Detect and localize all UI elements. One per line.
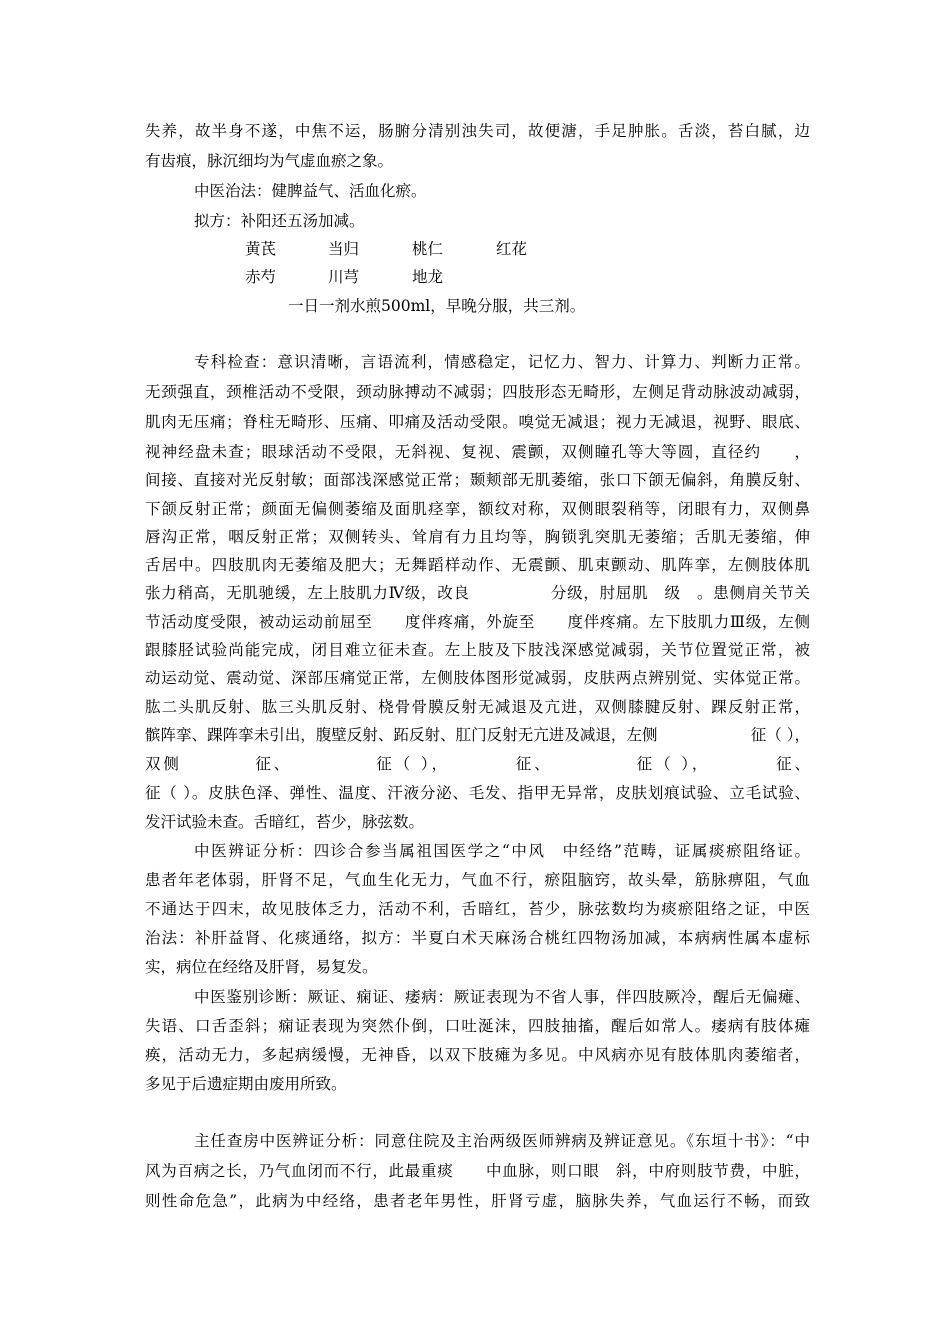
text-line: 治法：补肝益肾、化痰通络，拟方：半夏白术天麻汤合桃红四物汤加减，本病病性属本虚标 bbox=[145, 929, 810, 947]
text-line: 失语、口舌歪斜；痫证表现为突然仆倒，口吐涎沫，四肢抽搐，醒后如常人。痿病有肢体瘫 bbox=[145, 1017, 810, 1035]
text-line: 舌居中。四肢肌肉无萎缩及肥大；无舞蹈样动作、无震颤、肌束颤动、肌阵挛，左侧肢体肌 bbox=[145, 556, 810, 574]
text-line: 有齿痕，脉沉细均为气虚血瘀之象。 bbox=[145, 152, 394, 170]
text-line: 跟膝胫试验尚能完成，闭目难立征未查。左上肢及下肢浅深感觉减弱，关节位置觉正常，被 bbox=[145, 641, 810, 659]
text-line: 拟方：补阳还五汤加减。 bbox=[194, 212, 365, 230]
text-line: 征（ ）。皮肤色泽、弹性、温度、汗液分泌、毛发、指甲无异常，皮肤划痕试验、立毛试验、 bbox=[145, 784, 810, 802]
text-line: 无颈强直，颈椎活动不受限，颈动脉搏动不减弱；四肢形态无畸形，左侧足背动脉波动减弱， bbox=[145, 383, 810, 401]
text-line: 则性命危急”，此病为中经络，患者老年男性，肝肾亏虚，脑脉失养，气血运行不畅，而致 bbox=[145, 1192, 810, 1210]
text-line: 痪，活动无力，多起病缓慢，无神昏，以双下肢瘫为多见。中风病亦见有肢体肌肉萎缩者， bbox=[145, 1046, 810, 1064]
text-line: 张力稍高，无肌驰缓，左上肢肌力Ⅳ级，改良 分级，肘屈肌 级 。患侧肩关节关 bbox=[145, 584, 810, 602]
text-line: 多见于后遗症期由废用所致。 bbox=[145, 1075, 347, 1093]
herb-name: 地龙 bbox=[412, 268, 444, 286]
text-line: 节活动度受限，被动运动前屈至 度伴疼痛，外旋至 度伴疼痛。左下肢肌力Ⅲ级，左侧 bbox=[145, 613, 810, 631]
text-line: 髌阵挛、踝阵挛未引出，腹壁反射、跖反射、肛门反射无亢进及减退，左侧 征（ ）， bbox=[145, 726, 810, 744]
herb-name: 赤芍 bbox=[245, 268, 277, 286]
text-line: 中医辨证分析：四诊合参当属祖国医学之“中风 中经络”范畴，证属痰瘀阻络证。 bbox=[194, 842, 810, 860]
text-line: 视神经盘未查；眼球活动不受限，无斜视、复视、震颤，双侧瞳孔等大等圆，直径约 ， bbox=[145, 443, 810, 461]
text-line: 失养，故半身不遂，中焦不运，肠腑分清别浊失司，故便溏，手足肿胀。舌淡，苔白腻，边 bbox=[145, 122, 810, 140]
text-line: 患者年老体弱，肝肾不足，气血生化无力，气血不行，瘀阻脑窍，故头晕，筋脉痹阻，气血 bbox=[145, 871, 810, 889]
herb-name: 黄芪 bbox=[245, 240, 277, 258]
text-line: 肌肉无压痛；脊柱无畸形、压痛、叩痛及活动受限。嗅觉无减退；视力无减退，视野、眼底、 bbox=[145, 413, 810, 431]
text-line: 不通达于四末，故见肢体乏力，活动不利，舌暗红，苔少，脉弦数均为痰瘀阻络之证，中医 bbox=[145, 900, 810, 918]
herb-name: 红花 bbox=[496, 240, 528, 258]
text-line: 中医鉴别诊断：厥证、痫证、痿病：厥证表现为不省人事，伴四肢厥冷，醒后无偏瘫、 bbox=[194, 988, 810, 1006]
text-line: 发汗试验未查。舌暗红，苔少，脉弦数。 bbox=[145, 813, 425, 831]
text-line: 实，病位在经络及肝肾，易复发。 bbox=[145, 958, 378, 976]
text-line: 专科检查：意识清晰，言语流利，情感稳定，记忆力、智力、计算力、判断力正常。 bbox=[194, 353, 810, 371]
text-line: 风为百病之长，乃气血闭而不行，此最重痰 中血脉，则口眼 斜，中府则肢节费，中脏， bbox=[145, 1162, 810, 1180]
dosage-line: 一日一剂水煎500ml，早晚分服，共三剂。 bbox=[288, 297, 586, 315]
text-line: 动运动觉、震动觉、深部压痛觉正常，左侧肢体图形觉减弱，皮肤两点辨别觉、实体觉正常。 bbox=[145, 669, 810, 687]
text-line: 间接、直接对光反射敏；面部浅深感觉正常；颞颊部无肌萎缩，张口下颌无偏斜，角膜反射、 bbox=[145, 471, 810, 489]
text-line: 双侧 征、 征（ ）， 征、 征（ ）， 征、 bbox=[145, 755, 810, 773]
text-line: 唇沟正常，咽反射正常；双侧转头、耸肩有力且均等，胸锁乳突肌无萎缩；舌肌无萎缩，伸 bbox=[145, 528, 810, 546]
text-line: 下颌反射正常；颜面无偏侧萎缩及面肌痉挛，额纹对称，双侧眼裂稍等，闭眼有力，双侧鼻 bbox=[145, 500, 810, 518]
herb-name: 川芎 bbox=[328, 268, 360, 286]
herb-name: 桃仁 bbox=[412, 240, 444, 258]
text-line: 中医治法：健脾益气、活血化瘀。 bbox=[194, 182, 427, 200]
herb-name: 当归 bbox=[328, 240, 360, 258]
text-line: 肱二头肌反射、肱三头肌反射、桡骨骨膜反射无减退及亢进，双侧膝腱反射、踝反射正常， bbox=[145, 698, 810, 716]
text-line: 主任查房中医辨证分析：同意住院及主治两级医师辨病及辨证意见。《东垣十书》：“中 bbox=[194, 1132, 810, 1150]
